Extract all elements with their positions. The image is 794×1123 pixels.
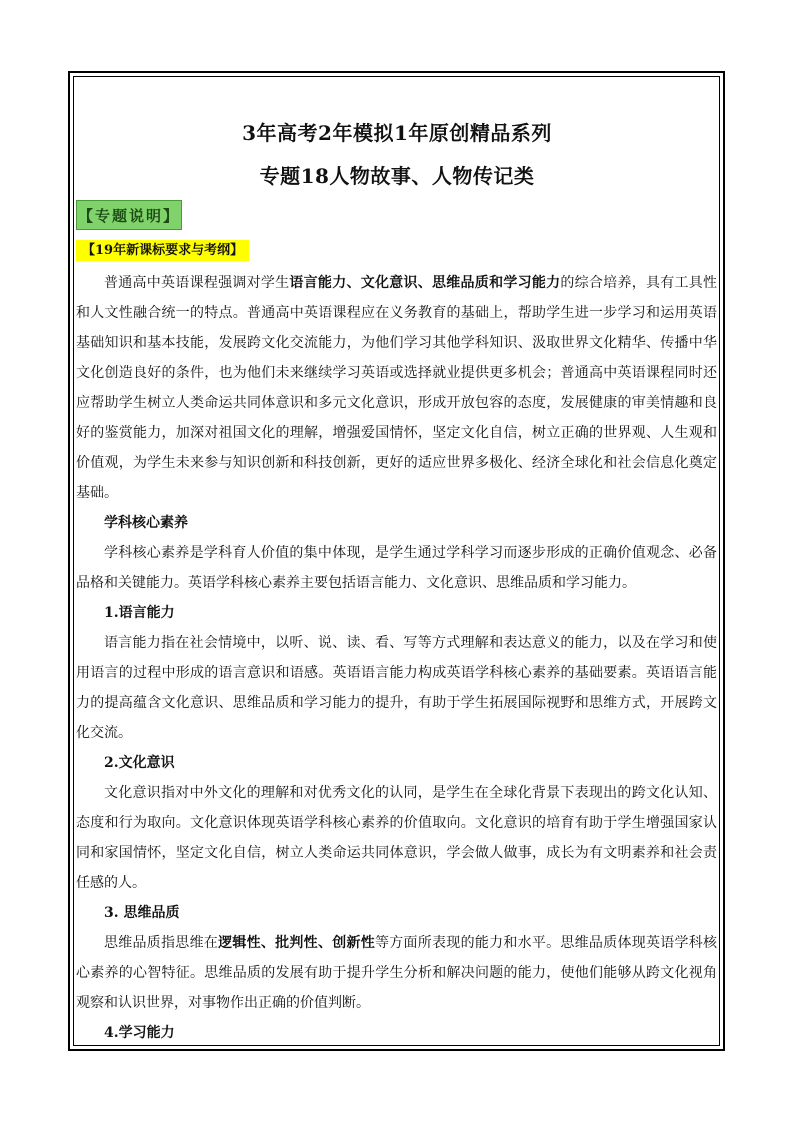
thinking-bold: 逻辑性、批判性、创新性: [218, 935, 375, 951]
thinking-text-2: 等方面所表现的能力和水平。思维品质体现英语学科核心素养的心智特征。思维品质的发展有助于提升学生分析和解决问题的能力，使他们能够从跨文化视角观察和认识世界，对事物作出正确的价值判断。: [76, 935, 718, 1011]
requirements-tag: 【19年新课标要求与考纲】: [76, 240, 249, 261]
core-literacy-heading: 学科核心素养: [104, 515, 188, 531]
cultural-awareness-heading: 2.文化意识: [104, 755, 175, 771]
learning-ability-heading: 4.学习能力: [104, 1025, 175, 1041]
thinking-quality-paragraph: [76, 928, 717, 1018]
language-ability-paragraph: 语言能力指在社会情境中，以听、说、读、看、写等方式理解和表达意义的能力，以及在学习和使用语言的过程中形成的语言意识和语感。英语语言能力构成英语学科核心素养的基础要素。英语语言能力的提高蕴含文化意识、思维品质和学习能力的提升，有助于学生拓展国际视野和思维方式，开展跨文化交流。: [76, 635, 717, 741]
thinking-quality-heading: 3. 思维品质: [104, 905, 180, 921]
language-ability-heading: 1.语言能力: [104, 605, 175, 621]
intro-text-2: 的综合培养，具有工具性和人文性融合统一的特点。普通高中英语课程应在义务教育的基础上，帮助学生进一步学习和运用英语基础知识和基本技能，发展跨文化交流能力，为他们学习其他学科知识、汲取世界文化精华、传播中华文化创造良好的条件，也为他们未来继续学习英语或选择就业提供更多机会；普通高中英语课程同时还应帮助学生树立人类命运共同体意识和多元文化意识，形成开放包容的态度，发展健康的审美情趣和良好的鉴赏能力，加深对祖国文化的理解，增强爱国情怀，坚定文化自信，树立正确的世界观、人生观和价值观，为学生未来参与知识创新和科技创新，更好的适应世界多极化、经济全球化和社会信息化奠定基础。: [76, 275, 718, 501]
topic-title: 专题18人物故事、人物传记类: [259, 164, 535, 188]
section-badge: 【专题说明】: [76, 200, 182, 230]
intro-bold: 语言能力、文化意识、思维品质和学习能力: [289, 275, 561, 291]
intro-paragraph: [76, 268, 717, 508]
intro-text-1: 普通高中英语课程强调对学生: [104, 275, 290, 291]
thinking-text-1: 思维品质指思维在: [104, 935, 219, 951]
document-body: [76, 268, 717, 1048]
series-title: 3年高考2年模拟1年原创精品系列: [242, 121, 552, 145]
cultural-awareness-paragraph: 文化意识指对中外文化的理解和对优秀文化的认同，是学生在全球化背景下表现出的跨文化认知、态度和行为取向。文化意识体现英语学科核心素养的价值取向。文化意识的培育有助于学生增强国家认同和家国情怀，坚定文化自信，树立人类命运共同体意识，学会做人做事，成长为有文明素养和社会责任感的人。: [76, 785, 717, 891]
core-literacy-paragraph: 学科核心素养是学科育人价值的集中体现，是学生通过学科学习而逐步形成的正确价值观念、必备品格和关键能力。英语学科核心素养主要包括语言能力、文化意识、思维品质和学习能力。: [76, 545, 717, 591]
